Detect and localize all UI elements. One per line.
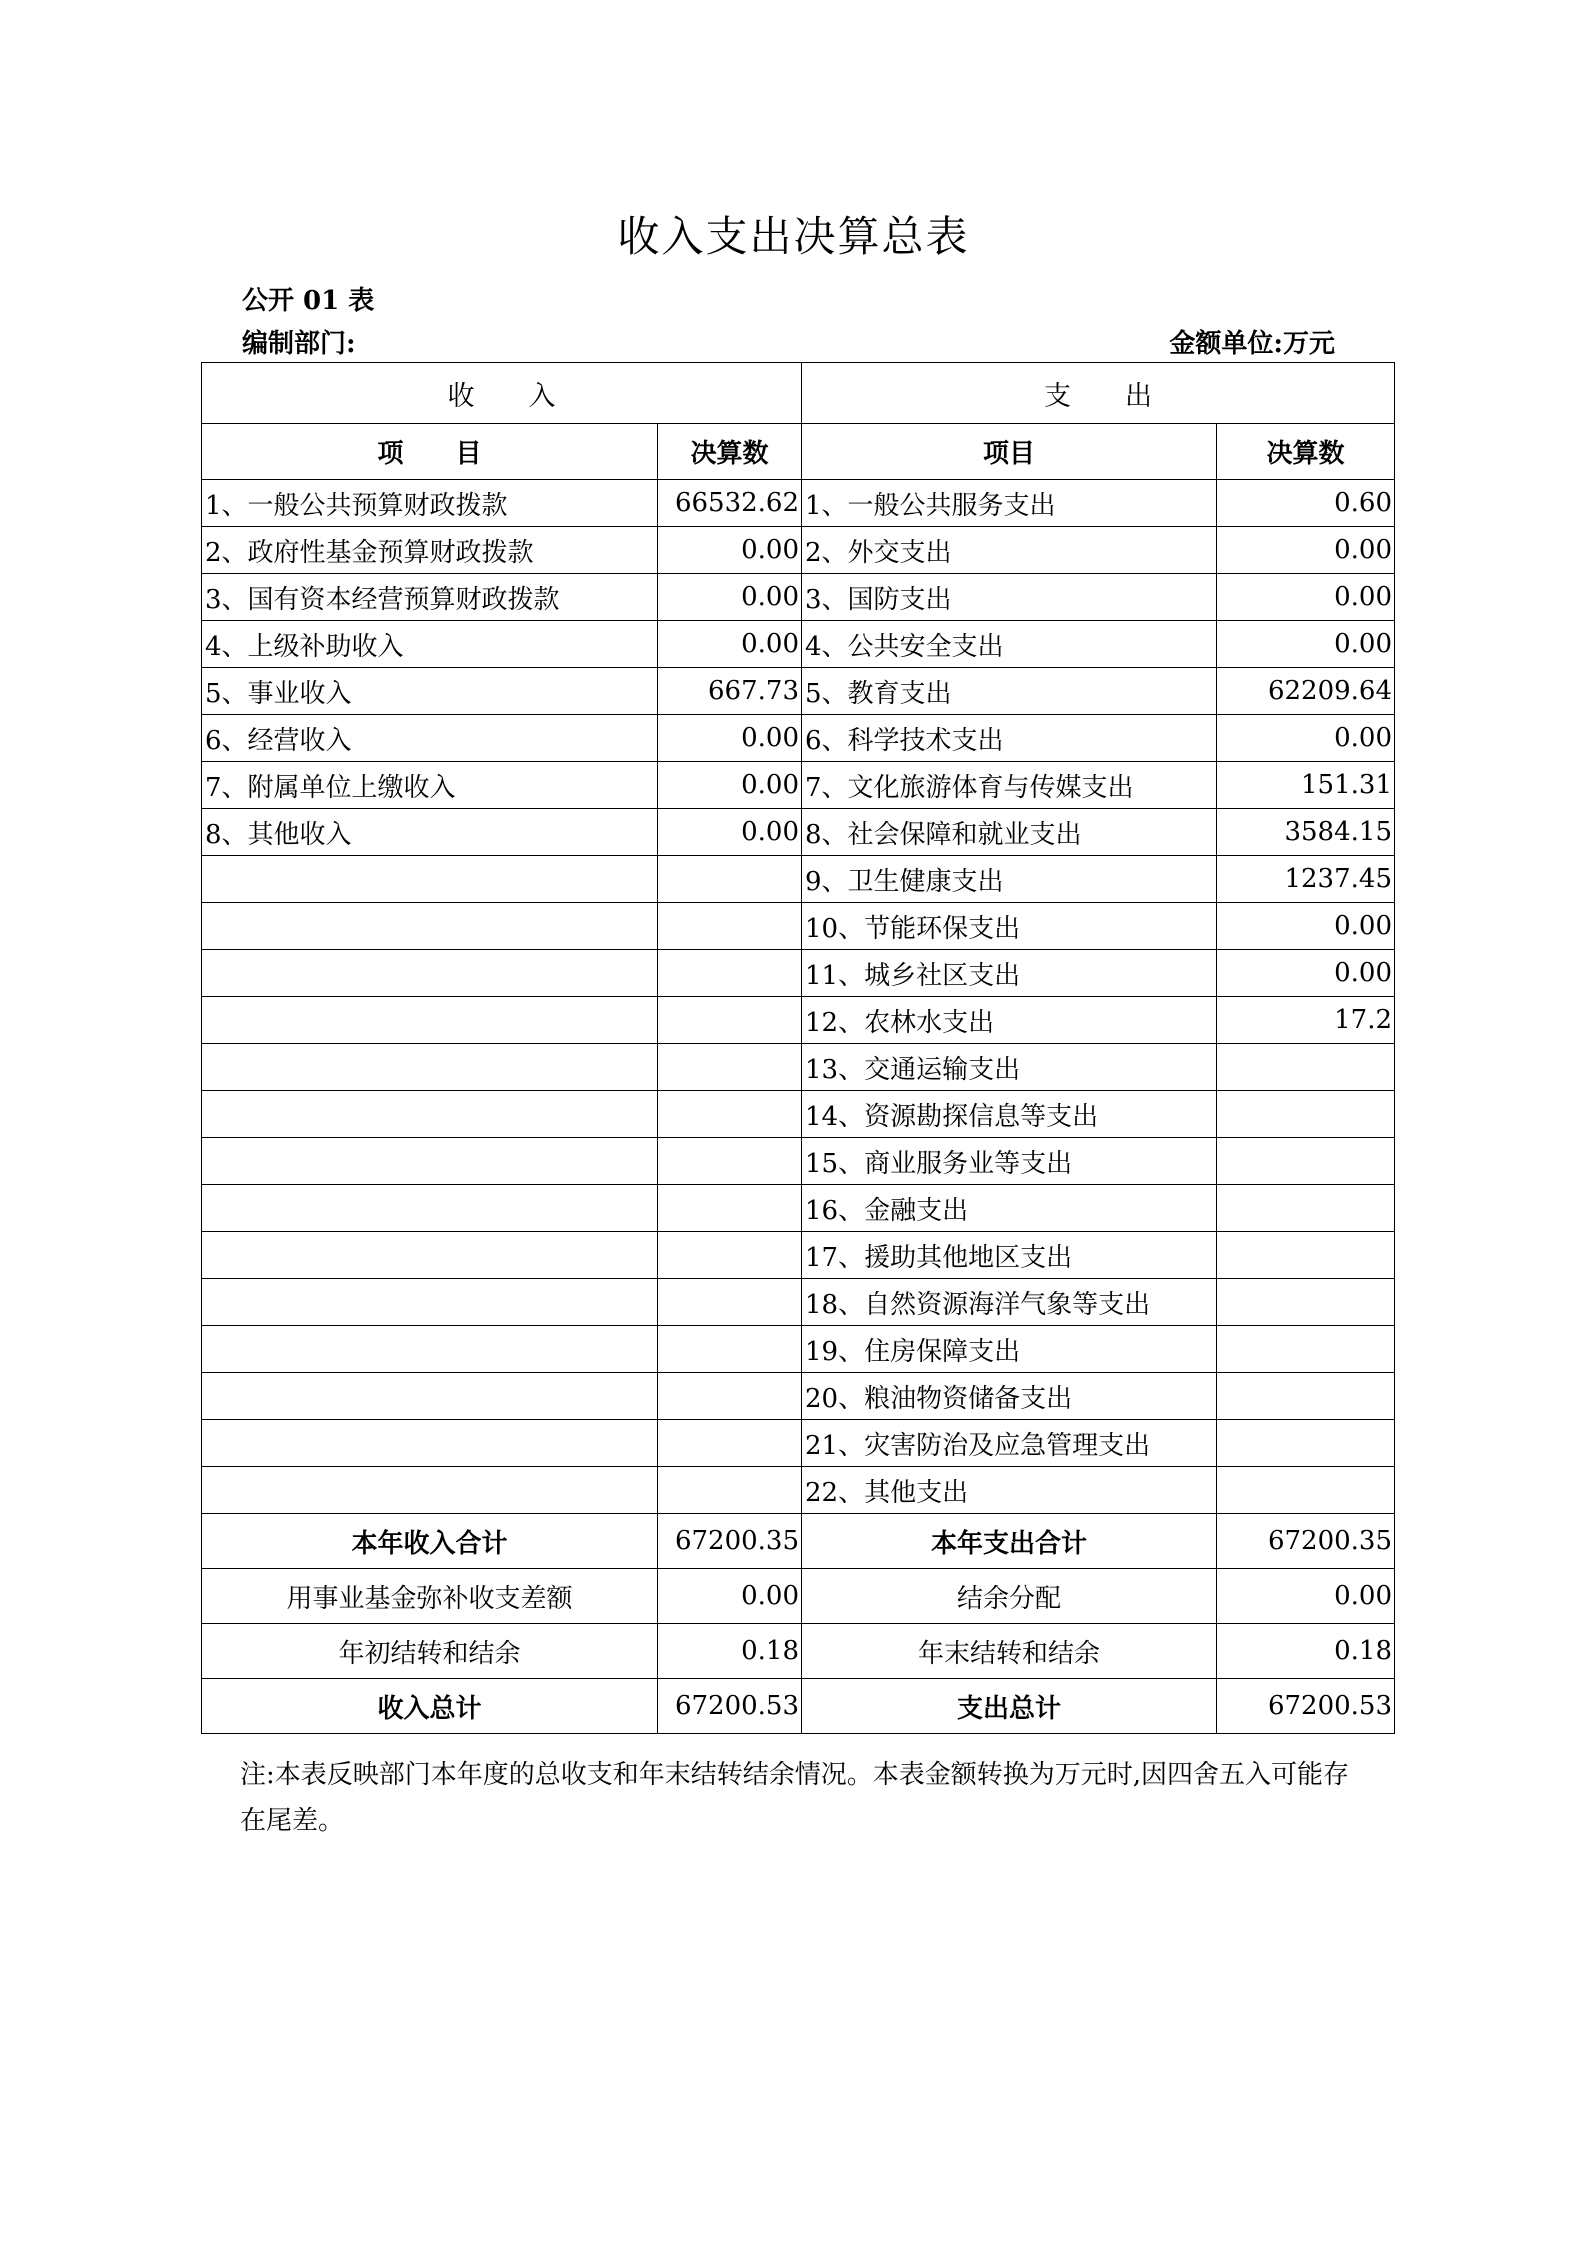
income-item-cell — [202, 903, 658, 950]
expense-amount-cell: 17.2 — [1217, 997, 1395, 1044]
income-amount-cell — [658, 1279, 802, 1326]
expense-amount-cell: 0.00 — [1217, 527, 1395, 574]
table-row — [202, 668, 1395, 715]
expense-item-cell: 20、粮油物资储备支出 — [802, 1373, 1217, 1420]
expense-amount-header: 决算数 — [1217, 424, 1395, 480]
expense-item-cell: 13、交通运输支出 — [802, 1044, 1217, 1091]
table-header-row — [202, 363, 1395, 424]
expense-amount-cell: 0.00 — [1217, 621, 1395, 668]
table-row — [202, 1420, 1395, 1467]
expense-amount-cell — [1217, 1279, 1395, 1326]
expense-item-header: 项目 — [802, 424, 1217, 480]
expense-item-cell: 2、外交支出 — [802, 527, 1217, 574]
income-amount-cell — [658, 950, 802, 997]
income-total-label: 收入总计 — [202, 1679, 658, 1734]
table-row — [202, 527, 1395, 574]
table-row — [202, 621, 1395, 668]
expense-item-cell: 16、金融支出 — [802, 1185, 1217, 1232]
table-row — [202, 1138, 1395, 1185]
income-total-label: 本年收入合计 — [202, 1514, 658, 1569]
expense-amount-cell: 0.00 — [1217, 950, 1395, 997]
income-amount-cell — [658, 997, 802, 1044]
expense-item-cell: 12、农林水支出 — [802, 997, 1217, 1044]
expense-item-cell: 7、文化旅游体育与传媒支出 — [802, 762, 1217, 809]
income-amount-cell: 66532.62 — [658, 480, 802, 527]
expense-amount-cell — [1217, 1326, 1395, 1373]
total-row — [202, 1624, 1395, 1679]
department-label: 编制部门: — [242, 329, 356, 359]
income-item-cell — [202, 1373, 658, 1420]
table-row — [202, 997, 1395, 1044]
table-row — [202, 1185, 1395, 1232]
expense-total-label: 年末结转和结余 — [802, 1624, 1217, 1679]
income-item-cell — [202, 1091, 658, 1138]
income-amount-cell — [658, 1138, 802, 1185]
expense-item-cell: 19、住房保障支出 — [802, 1326, 1217, 1373]
page-title: 收入支出决算总表 — [617, 212, 970, 261]
expense-header: 支 出 — [802, 363, 1395, 424]
table-row — [202, 1232, 1395, 1279]
expense-item-cell: 14、资源勘探信息等支出 — [802, 1091, 1217, 1138]
income-total-value: 0.00 — [658, 1569, 802, 1624]
total-row — [202, 1569, 1395, 1624]
income-total-label: 用事业基金弥补收支差额 — [202, 1569, 658, 1624]
expense-amount-cell: 0.60 — [1217, 480, 1395, 527]
expense-item-cell: 17、援助其他地区支出 — [802, 1232, 1217, 1279]
expense-amount-cell — [1217, 1467, 1395, 1514]
table-row — [202, 1373, 1395, 1420]
income-amount-cell: 0.00 — [658, 527, 802, 574]
expense-total-label: 支出总计 — [802, 1679, 1217, 1734]
expense-amount-cell: 0.00 — [1217, 715, 1395, 762]
income-amount-cell — [658, 1326, 802, 1373]
income-item-cell: 2、政府性基金预算财政拨款 — [202, 527, 658, 574]
expense-item-cell: 8、社会保障和就业支出 — [802, 809, 1217, 856]
income-item-cell — [202, 997, 658, 1044]
income-item-cell — [202, 1420, 658, 1467]
income-item-cell — [202, 1279, 658, 1326]
expense-item-cell: 18、自然资源海洋气象等支出 — [802, 1279, 1217, 1326]
income-item-cell: 8、其他收入 — [202, 809, 658, 856]
income-item-cell: 3、国有资本经营预算财政拨款 — [202, 574, 658, 621]
income-item-cell: 5、事业收入 — [202, 668, 658, 715]
expense-item-cell: 9、卫生健康支出 — [802, 856, 1217, 903]
expense-amount-cell: 0.00 — [1217, 903, 1395, 950]
income-amount-cell — [658, 1420, 802, 1467]
unit-label: 金额单位:万元 — [1169, 329, 1335, 359]
income-amount-cell: 0.00 — [658, 715, 802, 762]
income-amount-cell — [658, 1373, 802, 1420]
income-item-cell — [202, 1232, 658, 1279]
income-item-cell: 4、上级补助收入 — [202, 621, 658, 668]
expense-total-label: 本年支出合计 — [802, 1514, 1217, 1569]
table-row — [202, 480, 1395, 527]
expense-amount-cell — [1217, 1420, 1395, 1467]
table-row — [202, 903, 1395, 950]
income-amount-cell — [658, 1467, 802, 1514]
income-amount-cell: 0.00 — [658, 762, 802, 809]
income-total-value: 0.18 — [658, 1624, 802, 1679]
total-row — [202, 1514, 1395, 1569]
expense-total-value: 67200.53 — [1217, 1679, 1395, 1734]
income-amount-cell — [658, 1232, 802, 1279]
form-number: 公开 01 表 — [242, 286, 375, 316]
table-row — [202, 950, 1395, 997]
expense-amount-cell: 151.31 — [1217, 762, 1395, 809]
expense-amount-cell: 62209.64 — [1217, 668, 1395, 715]
income-item-cell: 6、经营收入 — [202, 715, 658, 762]
income-item-cell — [202, 1185, 658, 1232]
income-amount-cell — [658, 856, 802, 903]
income-amount-cell — [658, 903, 802, 950]
income-item-cell — [202, 856, 658, 903]
table-row — [202, 856, 1395, 903]
expense-amount-cell — [1217, 1138, 1395, 1185]
expense-item-cell: 3、国防支出 — [802, 574, 1217, 621]
table-row — [202, 1326, 1395, 1373]
table-row — [202, 574, 1395, 621]
expense-item-cell: 5、教育支出 — [802, 668, 1217, 715]
expense-amount-cell: 3584.15 — [1217, 809, 1395, 856]
income-item-cell — [202, 950, 658, 997]
table-row — [202, 809, 1395, 856]
income-amount-header: 决算数 — [658, 424, 802, 480]
footnote: 注:本表反映部门本年度的总收支和年末结转结余情况。本表金额转换为万元时,因四舍五入可能存在尾差。 — [240, 1760, 1350, 1836]
expense-item-cell: 10、节能环保支出 — [802, 903, 1217, 950]
income-amount-cell — [658, 1091, 802, 1138]
income-item-cell — [202, 1326, 658, 1373]
income-amount-cell: 667.73 — [658, 668, 802, 715]
income-amount-cell: 0.00 — [658, 574, 802, 621]
expense-amount-cell — [1217, 1044, 1395, 1091]
expense-total-label: 结余分配 — [802, 1569, 1217, 1624]
expense-item-cell: 22、其他支出 — [802, 1467, 1217, 1514]
budget-table — [201, 362, 1395, 1734]
expense-total-value: 0.18 — [1217, 1624, 1395, 1679]
expense-item-cell: 15、商业服务业等支出 — [802, 1138, 1217, 1185]
table-row — [202, 1279, 1395, 1326]
expense-amount-cell — [1217, 1373, 1395, 1420]
income-item-cell: 1、一般公共预算财政拨款 — [202, 480, 658, 527]
income-item-cell — [202, 1138, 658, 1185]
income-item-cell: 7、附属单位上缴收入 — [202, 762, 658, 809]
income-amount-cell — [658, 1185, 802, 1232]
table-row — [202, 1467, 1395, 1514]
total-row — [202, 1679, 1395, 1734]
expense-item-cell: 21、灾害防治及应急管理支出 — [802, 1420, 1217, 1467]
expense-item-cell: 6、科学技术支出 — [802, 715, 1217, 762]
table-subheader-row — [202, 424, 1395, 480]
table-row — [202, 715, 1395, 762]
expense-amount-cell — [1217, 1091, 1395, 1138]
expense-item-cell: 4、公共安全支出 — [802, 621, 1217, 668]
income-item-cell — [202, 1044, 658, 1091]
expense-amount-cell: 1237.45 — [1217, 856, 1395, 903]
income-amount-cell — [658, 1044, 802, 1091]
table-row — [202, 1044, 1395, 1091]
expense-amount-cell — [1217, 1232, 1395, 1279]
income-total-label: 年初结转和结余 — [202, 1624, 658, 1679]
expense-total-value: 0.00 — [1217, 1569, 1395, 1624]
income-total-value: 67200.35 — [658, 1514, 802, 1569]
income-item-header: 项 目 — [202, 424, 658, 480]
income-amount-cell: 0.00 — [658, 809, 802, 856]
income-header: 收 入 — [202, 363, 802, 424]
income-amount-cell: 0.00 — [658, 621, 802, 668]
income-total-value: 67200.53 — [658, 1679, 802, 1734]
expense-total-value: 67200.35 — [1217, 1514, 1395, 1569]
expense-amount-cell — [1217, 1185, 1395, 1232]
expense-amount-cell: 0.00 — [1217, 574, 1395, 621]
expense-item-cell: 11、城乡社区支出 — [802, 950, 1217, 997]
table-row — [202, 762, 1395, 809]
income-item-cell — [202, 1467, 658, 1514]
table-row — [202, 1091, 1395, 1138]
expense-item-cell: 1、一般公共服务支出 — [802, 480, 1217, 527]
